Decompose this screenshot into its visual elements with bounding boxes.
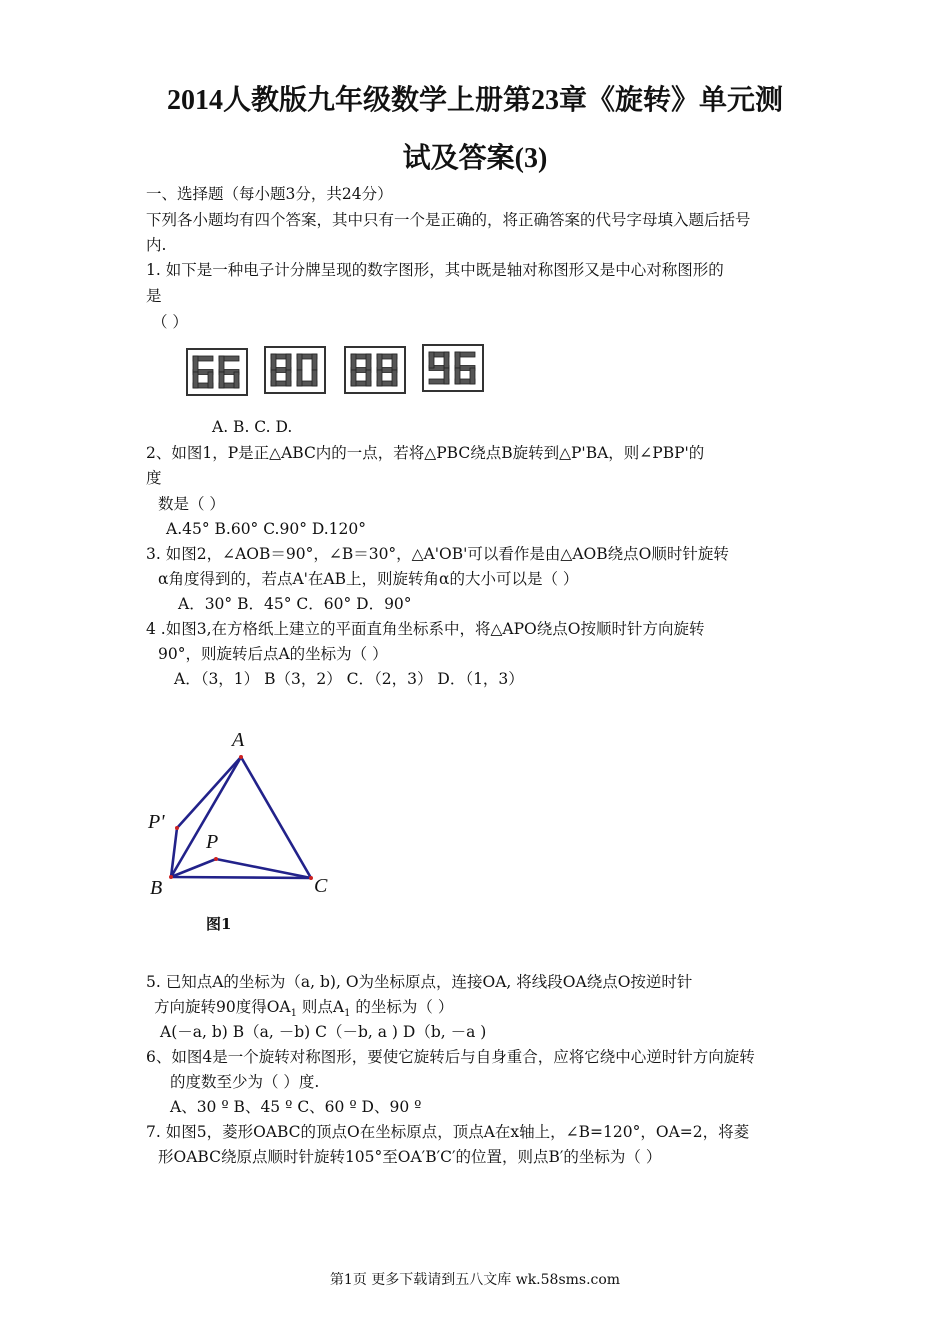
digit-segment-f (271, 354, 276, 370)
digit-segment-e (351, 370, 356, 386)
q6-line-2: 的度数至少为（ ）度. (170, 1073, 320, 1091)
q7-line-2: 形OABC绕原点顺时针旋转105°至OA′B′C′的位置，则点B′的坐标为（ ） (158, 1148, 662, 1166)
digit-segment-c (392, 370, 397, 386)
intro-line-1: 下列各小题均有四个答案，其中只有一个是正确的，将正确答案的代号字母填入题后括号 (146, 211, 751, 229)
digit-segment-c (366, 370, 371, 386)
point-a-dot (239, 755, 243, 759)
triangle-pbc (171, 859, 311, 878)
label-p: P (206, 831, 219, 853)
digit-segment-c (234, 372, 239, 388)
digit-segment-c (286, 370, 291, 386)
label-p-prime: P' (148, 811, 165, 833)
digit-segment-f (455, 352, 460, 368)
digit-segment-c (312, 370, 317, 386)
q3-line-2: α角度得到的，若点A'在AB上，则旋转角α的大小可以是（ ） (158, 570, 579, 588)
point-p-prime-dot (175, 826, 179, 830)
digit-segment-f (429, 352, 434, 368)
q4-line-2: 90°，则旋转后点A的坐标为（ ） (158, 645, 388, 663)
q5-line-1: 5. 已知点A的坐标为（a, b), O为坐标原点，连接OA, 将线段OA绕点O按逆时针 (146, 973, 693, 991)
digit-segment-f (377, 354, 382, 370)
q3-options: A．30° B．45° C．60° D．90° (178, 595, 412, 613)
digit-segment-c (208, 372, 213, 388)
display-digits (266, 348, 324, 392)
point-c-dot (309, 876, 313, 880)
label-b: B (150, 877, 163, 899)
digit-segment-f (193, 356, 198, 372)
digit-segment-e (193, 372, 198, 388)
digit-segment-f (351, 354, 356, 370)
title-line-1: 2014人教版九年级数学上册第23章《旋转》单元测 (166, 85, 783, 116)
digit-segment-f (297, 354, 302, 370)
q4-line-1: 4 .如图3,在方格纸上建立的平面直角坐标系中，将△APO绕点O按顺时针方向旋转 (146, 620, 705, 638)
q3-line-1: 3. 如图2，∠AOB＝90°，∠B＝30°，△A'OB'可以看作是由△AOB绕点O顺时针旋转 (146, 545, 729, 563)
q2-line-3: 数是（ ） (158, 495, 225, 513)
display-digits (188, 350, 246, 394)
digit-segment-c (470, 368, 475, 384)
point-b-dot (169, 875, 173, 879)
digit-segment-b (392, 354, 397, 370)
q1-line-2: 是 (146, 287, 162, 305)
digit-segment-c (444, 368, 449, 384)
digit-segment-b (366, 354, 371, 370)
digit-segment-f (219, 356, 224, 372)
digit-segment-e (297, 370, 302, 386)
section-heading: 一、选择题（每小题3分，共24分） (146, 185, 393, 203)
q6-options: A、30 º B、45 º C、60 º D、90 º (170, 1098, 422, 1116)
digit-segment-b (444, 352, 449, 368)
display-option-a (186, 348, 248, 396)
page-footer: 第1页 更多下载请到五八文库 wk.58sms.com (329, 1272, 621, 1288)
q7-line-1: 7. 如图5，菱形OABC的顶点O在坐标原点，顶点A在x轴上，∠B=120°，OA=2，将菱 (146, 1123, 750, 1141)
figure-1-caption: 图1 (206, 915, 232, 933)
q5-subscript-2: 1 (344, 1008, 351, 1020)
q5-line-2 (154, 997, 453, 1024)
label-c: C (314, 875, 328, 897)
display-option-b (264, 346, 326, 394)
digit-segment-b (312, 354, 317, 370)
digit-segment-b (286, 354, 291, 370)
triangle-abc (171, 757, 311, 878)
digit-segment-e (377, 370, 382, 386)
figure-1-triangle (140, 722, 340, 902)
digit-segment-e (219, 372, 224, 388)
q4-options: A．（3，1） B（3，2） C．（2，3） D．（1，3） (174, 670, 524, 688)
display-digits (424, 346, 482, 390)
q1-options: A. B. C. D. (212, 418, 293, 436)
q6-line-1: 6、如图4是一个旋转对称图形，要使它旋转后与自身重合，应将它绕中心逆时针方向旋转 (146, 1048, 755, 1066)
q2-line-2: 度 (146, 469, 162, 487)
label-a: A (232, 729, 245, 751)
title-line-2: 试及答案(3) (402, 143, 548, 174)
digit-segment-e (455, 368, 460, 384)
q5-subscript-1: 1 (290, 1008, 297, 1020)
digit-segment-e (271, 370, 276, 386)
display-option-c (344, 346, 406, 394)
display-option-d (422, 344, 484, 392)
q2-options: A.45° B.60° C.90° D.120° (166, 520, 367, 538)
display-digits (346, 348, 404, 392)
intro-line-2: 内. (146, 236, 167, 254)
q5-text-b: 则点A (297, 998, 345, 1016)
q5-options: A(－a, b) B（a, －b) C（－b, a ) D（b, －a ) (160, 1023, 487, 1041)
q5-text-a: 方向旋转90度得OA (154, 998, 291, 1016)
q2-line-1: 2、如图1，P是正△ABC内的一点，若将△PBC绕点B旋转到△P'BA，则∠PBP'的 (146, 444, 705, 462)
q1-line-1: 1. 如下是一种电子计分牌呈现的数字图形，其中既是轴对称图形又是中心对称图形的 (146, 261, 724, 279)
q1-line-3: （ ） (152, 313, 188, 331)
point-p-dot (214, 857, 218, 861)
q5-text-c: 的坐标为（ ） (350, 998, 454, 1016)
